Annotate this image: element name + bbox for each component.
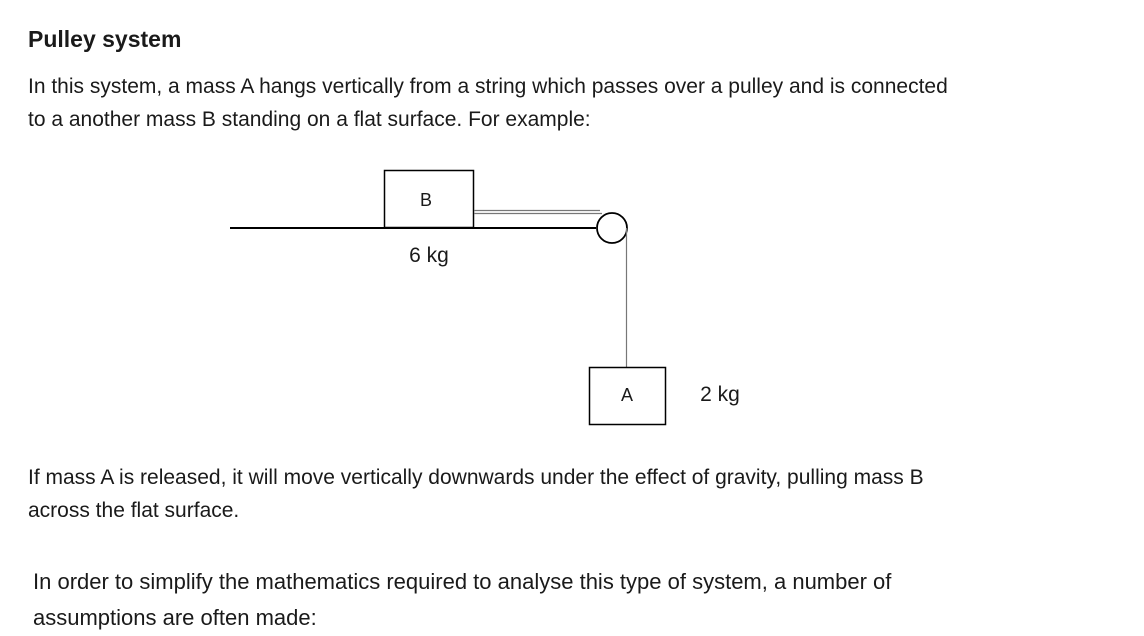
mass-b-mass-label: 6 kg (409, 244, 449, 267)
assumptions-line-1: In order to simplify the mathematics required to analyse this type of system, a number of (33, 569, 892, 594)
released-line-2: across the flat surface. (28, 499, 240, 522)
pulley-wheel (597, 213, 627, 243)
assumptions-paragraph (33, 564, 891, 636)
mass-a-label: A (620, 385, 634, 405)
intro-line-1: In this system, a mass A hangs vertically from a string which passes over a pulley and is connected (28, 75, 948, 98)
released-paragraph (28, 461, 924, 527)
released-line-1: If mass A is released, it will move vertically downwards under the effect of gravity, pulling mass B (28, 466, 924, 489)
mass-b-label: B (419, 190, 433, 210)
mass-a-mass-label: 2 kg (700, 383, 740, 406)
assumptions-line-2: assumptions are often made: (33, 605, 317, 630)
page-title: Pulley system (28, 26, 182, 52)
intro-line-2: to a another mass B standing on a flat surface. For example: (28, 108, 591, 131)
